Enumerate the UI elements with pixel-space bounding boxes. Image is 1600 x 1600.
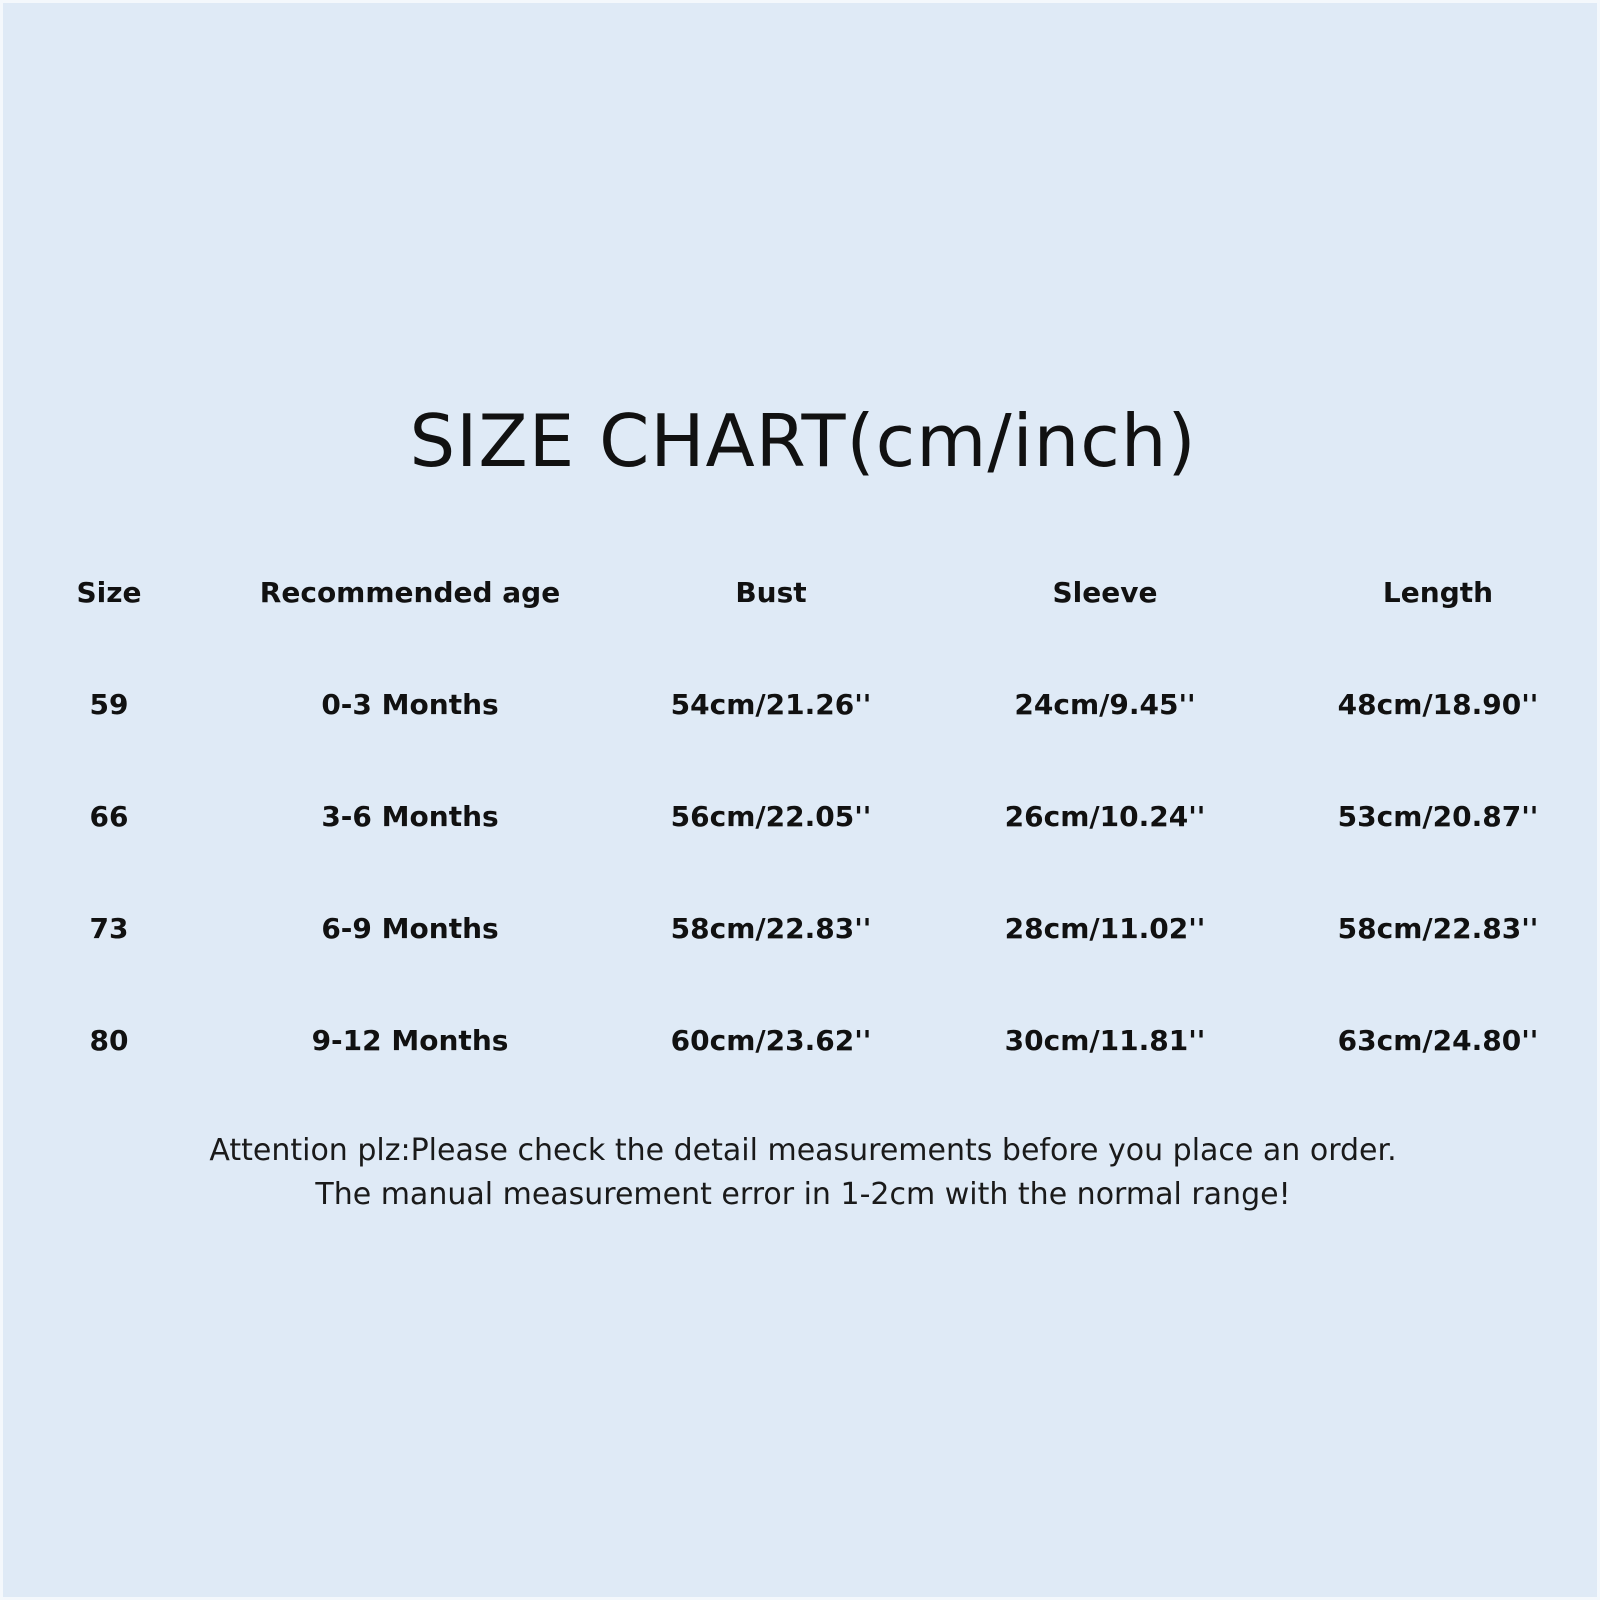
cell-length: 53cm/20.87'' — [1337, 800, 1539, 833]
cell-recommended-age: 9-12 Months — [311, 1024, 509, 1057]
cell-recommended-age: 6-9 Months — [321, 912, 499, 945]
cell-bust: 56cm/22.05'' — [670, 800, 872, 833]
measurement-error-note: The manual measurement error in 1-2cm with the normal range! — [315, 1177, 1291, 1212]
cell-sleeve: 26cm/10.24'' — [1004, 800, 1206, 833]
cell-length: 63cm/24.80'' — [1337, 1024, 1539, 1057]
cell-bust: 54cm/21.26'' — [670, 688, 872, 721]
cell-size: 73 — [89, 912, 129, 945]
cell-size: 80 — [89, 1024, 129, 1057]
cell-length: 48cm/18.90'' — [1337, 688, 1539, 721]
cell-sleeve: 28cm/11.02'' — [1004, 912, 1206, 945]
cell-bust: 58cm/22.83'' — [670, 912, 872, 945]
page-title: SIZE CHART(cm/inch) — [409, 399, 1197, 483]
header-length: Length — [1382, 576, 1494, 609]
cell-length: 58cm/22.83'' — [1337, 912, 1539, 945]
header-recommended-age: Recommended age — [259, 576, 561, 609]
cell-size: 59 — [89, 688, 129, 721]
cell-recommended-age: 0-3 Months — [321, 688, 499, 721]
cell-sleeve: 30cm/11.81'' — [1004, 1024, 1206, 1057]
header-bust: Bust — [735, 576, 807, 609]
cell-size: 66 — [89, 800, 129, 833]
attention-note: Attention plz:Please check the detail measurements before you place an order. — [209, 1133, 1397, 1168]
header-size: Size — [76, 576, 142, 609]
cell-bust: 60cm/23.62'' — [670, 1024, 872, 1057]
header-sleeve: Sleeve — [1052, 576, 1158, 609]
cell-recommended-age: 3-6 Months — [321, 800, 499, 833]
cell-sleeve: 24cm/9.45'' — [1014, 688, 1196, 721]
